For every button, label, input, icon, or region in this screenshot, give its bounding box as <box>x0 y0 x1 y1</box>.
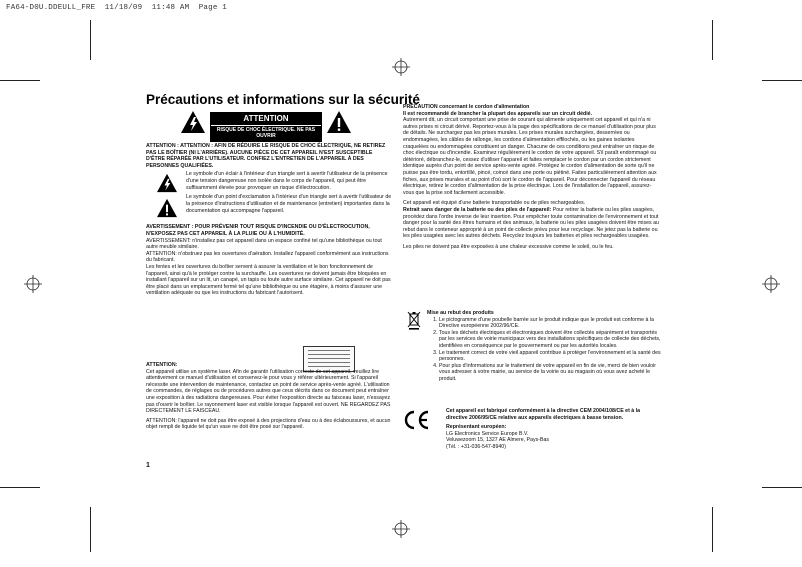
laser-text: Cet appareil utilise un système laser. Afin de garantir l'utilisation correcte de cet appareil, veuillez lire attentivement ce manuel d'utilisation et conservez-le pour vous y référer ultérieurement. Si l'appareil nécessite une intervention de maintenance, contactez un point de service après-vente agréé. L'utilisation de commandes, de réglages ou de procédures autres que ceux décrits dans ce document peut entraîner une exposition à des radiations dangereuses. Pour éviter l'exposition directe au faisceau laser, n'essayez pas d'ouvrir le boîtier. Le rayonnement laser est visible lorsque l'appareil est ouvert. NE REGARDEZ PAS DIRECTEMENT LE FAISCEAU. <box>146 368 391 415</box>
lightning-text: Le symbole d'un éclair à l'intérieur d'un triangle sert à avertir l'utilisateur de la présence d'une tension dangereuse non isolée dans le corps de l'appareil, qui peut être suffisamment élevée pour provoquer un risque d'électrocution. <box>186 171 388 191</box>
rep-line: Veluwezoom 15, 1327 AE Almere, Pays-Bas <box>446 437 550 444</box>
printer-slug: FA64-D0U.DDEULL_FRE 11/18/09 11:48 AM Page 1 <box>6 4 227 12</box>
rep-line: LG Electronics Service Europe B.V. <box>446 430 529 437</box>
page-number: 1 <box>146 462 150 469</box>
lightning-explanation <box>146 171 392 193</box>
rep-heading: Représentant européen: <box>446 424 507 431</box>
page-title: Précautions et informations sur la sécurité <box>146 92 420 107</box>
battery-bold: Retrait sans danger de la batterie ou des piles de l'appareil: <box>403 206 552 213</box>
battery-intro: Cet appareil est équipé d'une batterie transportable ou de piles rechargeables. <box>403 200 586 207</box>
ce-mark-icon <box>403 410 431 430</box>
registration-mark-icon <box>762 275 780 293</box>
battery-paragraph <box>403 207 661 240</box>
caution-subtext: RISQUE DE CHOC ÉLECTRIQUE. NE PAS OUVRIR <box>211 126 321 141</box>
cord-bold: Il est recommandé de brancher la plupart des appareils sur un circuit dédié. <box>403 110 593 117</box>
lightning-triangle-icon <box>156 173 178 193</box>
ce-section <box>446 408 661 451</box>
caution-box <box>210 112 322 142</box>
rep-line: (Tél. : +31-036-547-8940) <box>446 443 506 450</box>
disposal-item: 2. Tous les déchets électriques et électroniques doivent être collectés séparément et transportés par les services de voirie municipaux vers des installations spécifiques de collecte des déchets, identifiées en conséquence par le gouvernement ou par les autorités locales. <box>439 330 663 350</box>
left-column <box>146 143 392 297</box>
registration-mark-icon <box>392 520 410 538</box>
exclamation-explanation <box>146 194 392 218</box>
caution-heading: ATTENTION <box>211 113 321 125</box>
cord-text: Autrement dit, un circuit comportant une prise de courant qui alimente uniquement cet appareil et qui n'a ni autres prises ni circuit dérivé. Reportez-vous à la page des spécifications de ce manuel d'utilisation pour plus de détails. Ne surchargez pas les prises murales. Les prises murales surchargées, desserrées ou endommagées, les câbles de rallonge, les cordons d'alimentation effilochés, ou les gaines isolantes craquelées ou endommagées constituent un danger. Chacune de ces conditions peut entraîner un risque de choc électrique ou d'incendie. Examinez régulièrement le cordon de votre appareil. S'il paraît endommagé ou détérioré, débranchez-le, cessez d'utiliser l'appareil et faites remplacer le cordon par un cordon strictement identique auprès d'un point de service après-vente agréé. Protégez le cordon d'alimentation de sorte qu'il ne puisse pas être tordu, entortillé, pincé, coincé dans une porte ou piétiné. Faites particulièrement attention aux fiches, aux prises murales et au point d'où sort le cordon de l'appareil. Pour déconnecter l'appareil du réseau électrique, retirez le cordon d'alimentation de la prise électrique. Lors de l'installation de l'appareil, assurez-vous que la prise soit facilement accessible. <box>403 117 657 196</box>
ventilation-text: Les fentes et les ouvertures du boîtier servent à assurer la ventilation et le bon fonctionnement de l'appareil, ainsi qu'à le protéger contre la surchauffe. Les ouvertures ne doivent jamais être bloquées en installant l'appareil sur un lit, un canapé, un tapis ou toute autre surface similaire. Cet appareil ne doit pas être placé dans un emplacement fermé tel qu'une bibliothèque ou une étagère, à moins d'assurer une ventilation adéquate ou que les instructions du fabricant l'autorisent. <box>146 263 391 297</box>
left-column-laser <box>146 362 392 431</box>
ce-text: Cet appareil est fabriqué conformément à la directive CEM 2004/108/CE et à la directive 2006/95/CE relative aux appareils électriques à basse tension. <box>446 408 641 421</box>
exclamation-text: Le symbole d'un point d'exclamation à l'intérieur d'un triangle sert à avertir l'utilisateur de la présence d'instructions d'utilisation et de maintenance (entretien) importantes dans la documentation qui accompagne l'appareil. <box>186 194 392 214</box>
laser-heading: ATTENTION: <box>146 362 178 368</box>
right-column <box>403 104 661 250</box>
disposal-list <box>427 317 663 383</box>
registration-mark-icon <box>24 275 42 293</box>
cord-heading: PRÉCAUTION concernant le cordon d'alimentation <box>403 104 530 110</box>
disposal-heading: Mise au rebut des produits <box>427 310 494 316</box>
heat-warning: Les piles ne doivent pas être exposées à une chaleur excessive comme le soleil, ou le feu. <box>403 243 614 250</box>
battery-text: Pour retirer la batterie ou les piles usagées, procédez dans l'ordre inverse de leur insertion. Pour empêcher toute contamination de l'environnement et tout danger pour la santé des êtres humains et des animaux, la batterie ou les piles usagées doivent être mises au rebut dans le conteneur approprié à un point de collecte prévu pour leur recyclage. Ne jetez pas la batterie ou les piles usagées avec les autres déchets. Recyclez toujours les batteries et piles rechargeables usagées. <box>403 206 659 240</box>
disposal-item: 4. Pour plus d'informations sur le traitement de votre appareil en fin de vie, merci de bien vouloir vous adresser à votre mairie, au service de la voirie ou au magasin où vous avez acheté le produit. <box>439 363 663 383</box>
shock-warning: ATTENTION : ATTENTION : AFIN DE RÉDUIRE LE RISQUE DE CHOC ÉLECTRIQUE, NE RETIREZ PAS LE BOÎTIER (NI L'ARRIÈRE). AUCUNE PIÈCE DE CET APPAREIL N'EST SUSCEPTIBLE D'ÊTRE RÉPARÉE PAR L'UTILISATEUR. CONFIEZ L'ENTRETIEN DE L'APPAREIL À DES PERSONNES QUALIFIÉES. <box>146 143 386 169</box>
disposal-section <box>427 310 663 383</box>
lightning-triangle-icon <box>180 110 206 134</box>
disposal-item: 3. Le traitement correct de votre vieil appareil contribue à protéger l'environnement et la santé des personnes. <box>439 350 663 363</box>
exclamation-triangle-icon <box>326 110 352 134</box>
enclosure-warning: AVERTISSEMENT: n'installez pas cet appareil dans un espace confiné tel qu'une bibliothèque ou tout autre meuble similaire. <box>146 237 382 251</box>
fire-warning: AVERTISSEMENT : POUR PRÉVENIR TOUT RISQUE D'INCENDIE OU D'ÉLECTROCUTION, N'EXPOSEZ PAS CET APPAREIL À LA PLUIE OU À L'HUMIDITÉ. <box>146 224 370 237</box>
crossed-bin-icon <box>407 310 421 330</box>
disposal-item: 1. Le pictogramme d'une poubelle barrée sur le produit indique que le produit est conforme à la Directive européenne 2002/96/CE. <box>439 317 663 330</box>
exclamation-triangle-icon <box>156 198 178 218</box>
water-warning: ATTENTION: l'appareil ne doit pas être exposé à des projections d'eau ou à des éclaboussures, et aucun objet rempli de liquide tel qu'un vase ne doit être posé sur l'appareil. <box>146 417 391 431</box>
registration-mark-icon <box>392 58 410 76</box>
ventilation-warning: ATTENTION: n'obstruez pas les ouvertures d'aération. Installez l'appareil conformément aux instructions du fabricant. <box>146 250 389 264</box>
